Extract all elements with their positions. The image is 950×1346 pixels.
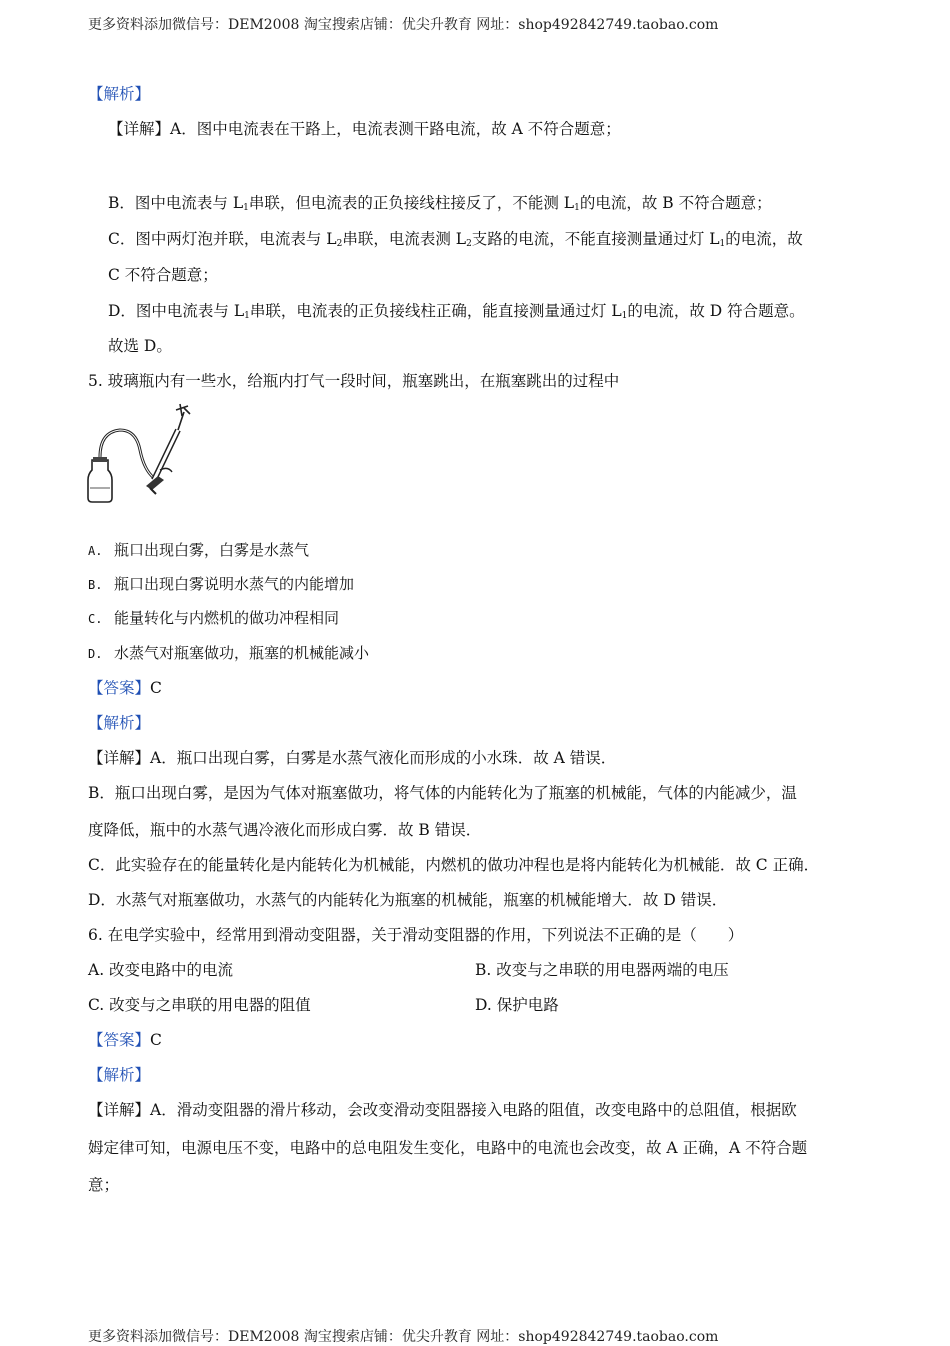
subscript: 1: [574, 203, 580, 213]
text-run: 串联，电流表的正负接线柱正确，能直接测量通过灯 L: [249, 302, 622, 320]
q6-analysis-label: 【解析】: [88, 1066, 151, 1084]
subscript: 2: [466, 239, 472, 249]
text-run: 串联，但电流表的正负接线柱接反了，不能测 L: [248, 194, 575, 212]
detail-paragraph-c-cont: C 不符合题意；: [108, 266, 218, 284]
text-run: 的电流，故: [725, 230, 803, 248]
option-text: 能量转化与内燃机的做功冲程相同: [114, 609, 340, 627]
q5-answer: [88, 676, 162, 698]
option-letter: B.: [88, 578, 103, 592]
q5-option-d: [88, 642, 369, 663]
detail-paragraph-a: [108, 117, 621, 139]
detail-paragraph-d: [108, 299, 805, 321]
question-5-stem: 5. 玻璃瓶内有一些水，给瓶内打气一段时间，瓶塞跳出，在瓶塞跳出的过程中: [88, 372, 620, 390]
q6-option-a: A. 改变电路中的电流: [88, 961, 234, 979]
q5-detail-a: [88, 746, 616, 768]
text-run: C．图中两灯泡并联，电流表与 L: [108, 230, 337, 248]
analysis-label: 【解析】: [88, 85, 151, 103]
option-letter: C.: [88, 612, 103, 626]
q6-answer: [88, 1028, 162, 1050]
subscript: 1: [719, 239, 726, 249]
q5-detail-d: D．水蒸气对瓶塞做功，水蒸气的内能转化为瓶塞的机械能，瓶塞的机械能增大．故 D 错误．: [88, 891, 728, 909]
q6-detail-a-line3: 意；: [88, 1176, 120, 1194]
detail-text: A．滑动变阻器的滑片移动，会改变滑动变阻器接入电路的阻值，改变电路中的总阻值，根据欧: [150, 1101, 797, 1119]
page-footer: 更多资料添加微信号：DEM2008 淘宝搜索店铺：优尖升教育 网址：shop492842749.taobao.com: [88, 1329, 719, 1345]
page-header: 更多资料添加微信号：DEM2008 淘宝搜索店铺：优尖升教育 网址：shop492842749.taobao.com: [88, 17, 719, 33]
q5-detail-c: C．此实验存在的能量转化是内能转化为机械能，内燃机的做功冲程也是将内能转化为机械能．故 C 正确．: [88, 856, 820, 874]
subscript: 1: [244, 311, 250, 321]
bottle-pump-figure: [86, 400, 196, 504]
q5-option-a: [88, 539, 309, 560]
answer-value: C: [150, 1031, 162, 1049]
text-run: 串联，电流表测 L: [342, 230, 467, 248]
q6-option-b: B. 改变与之串联的用电器两端的电压: [475, 961, 729, 979]
q6-option-d: D. 保护电路: [475, 996, 559, 1014]
q5-detail-b-line2: 度降低，瓶中的水蒸气遇冷液化而形成白雾．故 B 错误．: [88, 821, 482, 839]
detail-text: A．图中电流表在干路上，电流表测干路电流，故 A 不符合题意；: [170, 120, 621, 138]
q5-detail-b-line1: B．瓶口出现白雾，是因为气体对瓶塞做功，将气体的内能转化为了瓶塞的机械能，气体的内能减少，温: [88, 784, 797, 802]
answer-label: 【答案】: [88, 679, 151, 697]
option-letter: A.: [88, 544, 103, 558]
question-6-stem: 6. 在电学实验中，经常用到滑动变阻器，关于滑动变阻器的作用，下列说法不正确的是（ ）: [88, 926, 744, 944]
detail-label: 【详解】: [108, 120, 171, 138]
text-run: D．图中电流表与 L: [108, 302, 245, 320]
subscript: 1: [621, 311, 628, 321]
q5-option-c: [88, 607, 339, 628]
q6-detail-a-line1: [88, 1098, 797, 1120]
text-run: 的电流，故 B 不符合题意；: [579, 194, 772, 212]
option-text: 瓶口出现白雾，白雾是水蒸气: [114, 541, 310, 559]
answer-value: C: [150, 679, 162, 697]
q6-option-c: C. 改变与之串联的用电器的阻值: [88, 996, 311, 1014]
text-run: 支路的电流，不能直接测量通过灯 L: [471, 230, 720, 248]
q6-detail-a-line2: 姆定律可知，电源电压不变，电路中的总电阻发生变化，电路中的电流也会改变，故 A 正确，A 不符合题: [88, 1139, 808, 1157]
subscript: 2: [336, 239, 343, 249]
detail-label: 【详解】: [88, 1101, 151, 1119]
answer-label: 【答案】: [88, 1031, 151, 1049]
q5-option-b: [88, 573, 354, 594]
q5-analysis-label: 【解析】: [88, 714, 151, 732]
option-text: 瓶口出现白雾说明水蒸气的内能增加: [114, 575, 355, 593]
detail-paragraph-b: [108, 191, 772, 213]
option-letter: D.: [88, 647, 103, 661]
text-run: 的电流，故 D 符合题意。: [627, 302, 805, 320]
option-text: 水蒸气对瓶塞做功，瓶塞的机械能减小: [114, 644, 370, 662]
conclusion: 故选 D。: [108, 337, 172, 355]
detail-text: A．瓶口出现白雾，白雾是水蒸气液化而形成的小水珠．故 A 错误．: [150, 749, 617, 767]
text-run: B．图中电流表与 L: [108, 194, 244, 212]
pump-icon: [146, 404, 190, 494]
bottle-stopper: [93, 457, 107, 462]
bottle-icon: [88, 460, 112, 502]
detail-paragraph-c: [108, 227, 803, 249]
subscript: 1: [243, 203, 249, 213]
detail-label: 【详解】: [88, 749, 151, 767]
